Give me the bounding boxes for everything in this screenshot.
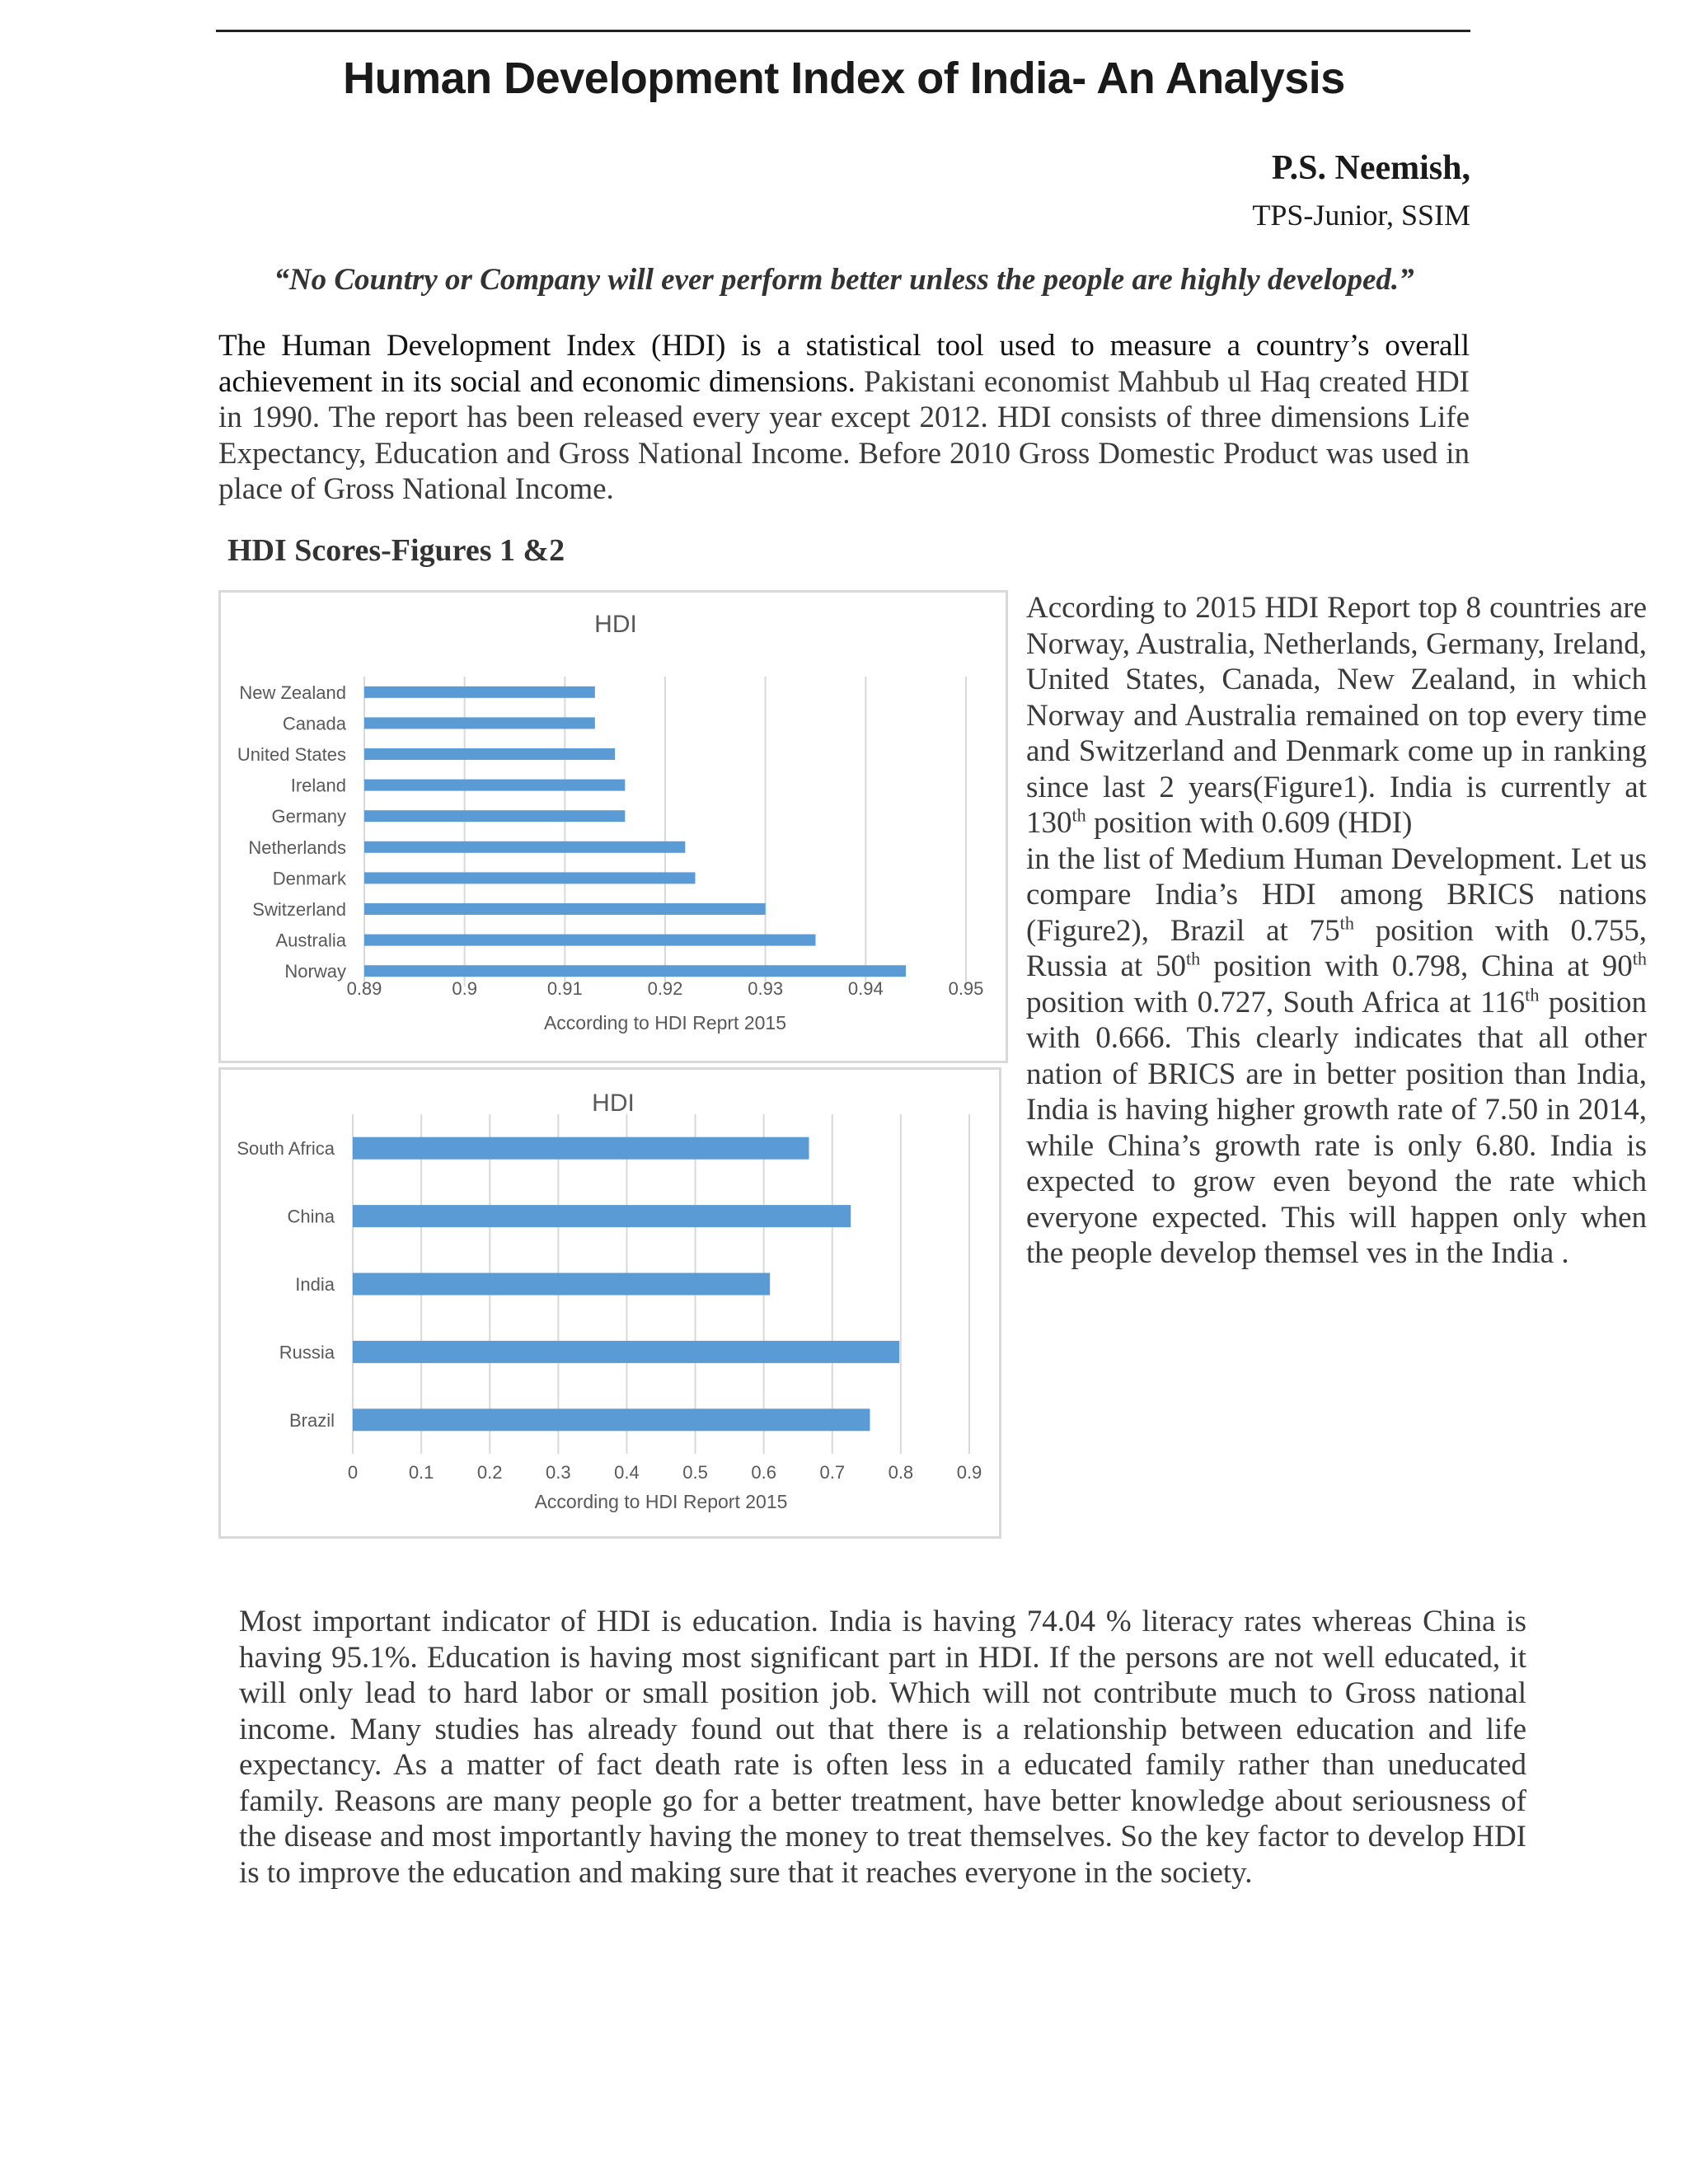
category-label: Brazil (288, 1409, 335, 1431)
category-label: New Zealand (239, 682, 346, 703)
section-heading: HDI Scores-Figures 1 &2 (227, 533, 565, 568)
x-tick-label: 0.93 (748, 978, 784, 999)
bar (364, 903, 766, 915)
x-tick-label: 0 (347, 1462, 359, 1483)
category-label: United States (237, 744, 346, 765)
epigraph-quote: “No Country or Company will ever perform better unless the people are highly developed.” (274, 263, 1414, 297)
bar (364, 810, 625, 822)
x-tick-label: 0.91 (546, 978, 583, 999)
x-tick-label: 0.5 (682, 1462, 708, 1483)
chart-title: HDI (594, 611, 637, 638)
figure-1-chart (218, 590, 1008, 1063)
author-affiliation: TPS-Junior, SSIM (1252, 199, 1470, 232)
intro-history: Pakistani economist Mahbub ul Haq created HDI in 1990. The report has been released every year except 2012. HDI consists of three dimensions Life Expectancy, Education and Gross National Income. Before 2010 Gross Domestic Product was used in place of Gross National Income. (218, 364, 1470, 506)
bar (364, 965, 906, 977)
bar (353, 1205, 851, 1227)
bar (353, 1341, 899, 1363)
bar (353, 1408, 870, 1431)
text-run: position with 0.609 (HDI) (1085, 806, 1413, 840)
x-tick-label: 0.92 (647, 978, 683, 999)
x-tick-label: 0.89 (346, 978, 382, 999)
intro-paragraph (218, 328, 1470, 508)
x-axis-label: According to HDI Report 2015 (534, 1491, 788, 1512)
category-label: Canada (282, 713, 346, 734)
text-run: According to 2015 HDI Report top 8 countries are Norway, Australia, Netherlands, Germany, Ireland, United States, Canada, New Zealand, in which Norway and Australia remained on top every time and Switzerland and Denmark come up in ranking since last 2 years(Figure1). India is currently at 130 (1026, 591, 1647, 840)
superscript: th (1339, 912, 1354, 934)
text-run: position with 0.798, China at 90 (1200, 949, 1633, 983)
bar (353, 1137, 809, 1160)
superscript: th (1071, 804, 1086, 826)
bar (364, 872, 696, 883)
bar (353, 1273, 770, 1296)
x-tick-label: 0.8 (888, 1462, 914, 1483)
x-tick-label: 0.9 (956, 1462, 982, 1483)
text-run: position with 0.755, Russia at 50 (1026, 913, 1647, 983)
chart-title: HDI (592, 1090, 635, 1117)
bar (364, 717, 595, 729)
category-label: Russia (279, 1342, 335, 1363)
bar (364, 780, 625, 791)
superscript: th (1525, 984, 1540, 1005)
x-tick-label: 0.2 (476, 1462, 503, 1483)
superscript: th (1186, 948, 1201, 969)
bar (364, 748, 615, 760)
top-rule (216, 30, 1470, 32)
category-label: Switzerland (252, 899, 346, 920)
superscript: th (1632, 948, 1647, 969)
bar (364, 935, 816, 946)
x-tick-label: 0.3 (546, 1462, 571, 1483)
right-column-text (1026, 590, 1647, 1272)
x-tick-label: 0.9 (452, 978, 477, 999)
intro-definition: The Human Development Index (HDI) is a statistical tool used to measure a country’s overall achievement in its social and economic dimensions. (218, 329, 1470, 399)
text-run: position with 0.727, South Africa at 116 (1026, 985, 1526, 1019)
x-tick-label: 0.4 (614, 1462, 640, 1483)
text-run: in the list of Medium Human Development. Let us compare India’s HDI among BRICS nations (Figure2), Brazil at 75 (1026, 841, 1647, 948)
category-label: Norway (284, 961, 346, 982)
x-axis-label: According to HDI Reprt 2015 (543, 1012, 787, 1033)
page-title: Human Development Index of India- An Analysis (343, 54, 1345, 103)
x-tick-label: 0.95 (948, 978, 984, 999)
text-run: position with 0.666. This clearly indicates that all other nation of BRICS are in better position than India, India is having higher growth rate of 7.50 in 2014, while China’s growth rate is only 6.80. India is expected to grow even beyond the rate which everyone expected. This will happen only when the people develop themsel ves in the India . (1026, 985, 1647, 1270)
category-label: Denmark (272, 868, 346, 889)
category-label: Ireland (290, 775, 346, 796)
x-tick-label: 0.6 (751, 1462, 776, 1483)
category-label: India (295, 1274, 335, 1295)
x-tick-label: 0.7 (819, 1462, 846, 1483)
figure-1-svg (221, 593, 1006, 1061)
category-label: China (287, 1206, 335, 1227)
category-label: Germany (271, 806, 346, 827)
closing-paragraph: Most important indicator of HDI is education. India is having 74.04 % literacy rates whereas China is having 95.1%. Education is having most significant part in HDI. If the persons are not well educated, it will only lead to hard labor or small position job. Which will not contribute much to Gross national income. Many studies has already found out that there is a relationship between education and life expectancy. As a matter of fact death rate is often less in a educated family rather than uneducated family. Reasons are many people go for a better treatment, have better knowledge about seriousness of the disease and most importantly having the money to treat themselves. So the key factor to develop HDI is to improve the education and making sure that it reaches everyone in the society. (239, 1605, 1526, 1890)
category-label: Australia (275, 930, 346, 951)
x-tick-label: 0.1 (408, 1462, 434, 1483)
category-label: South Africa (237, 1138, 335, 1160)
bar (364, 841, 685, 853)
x-tick-label: 0.94 (847, 978, 884, 999)
author-name: P.S. Neemish, (1271, 149, 1470, 187)
figure-2-chart (218, 1067, 1001, 1539)
category-label: Netherlands (248, 837, 346, 858)
figure-2-svg (221, 1070, 999, 1536)
bar (364, 687, 595, 698)
